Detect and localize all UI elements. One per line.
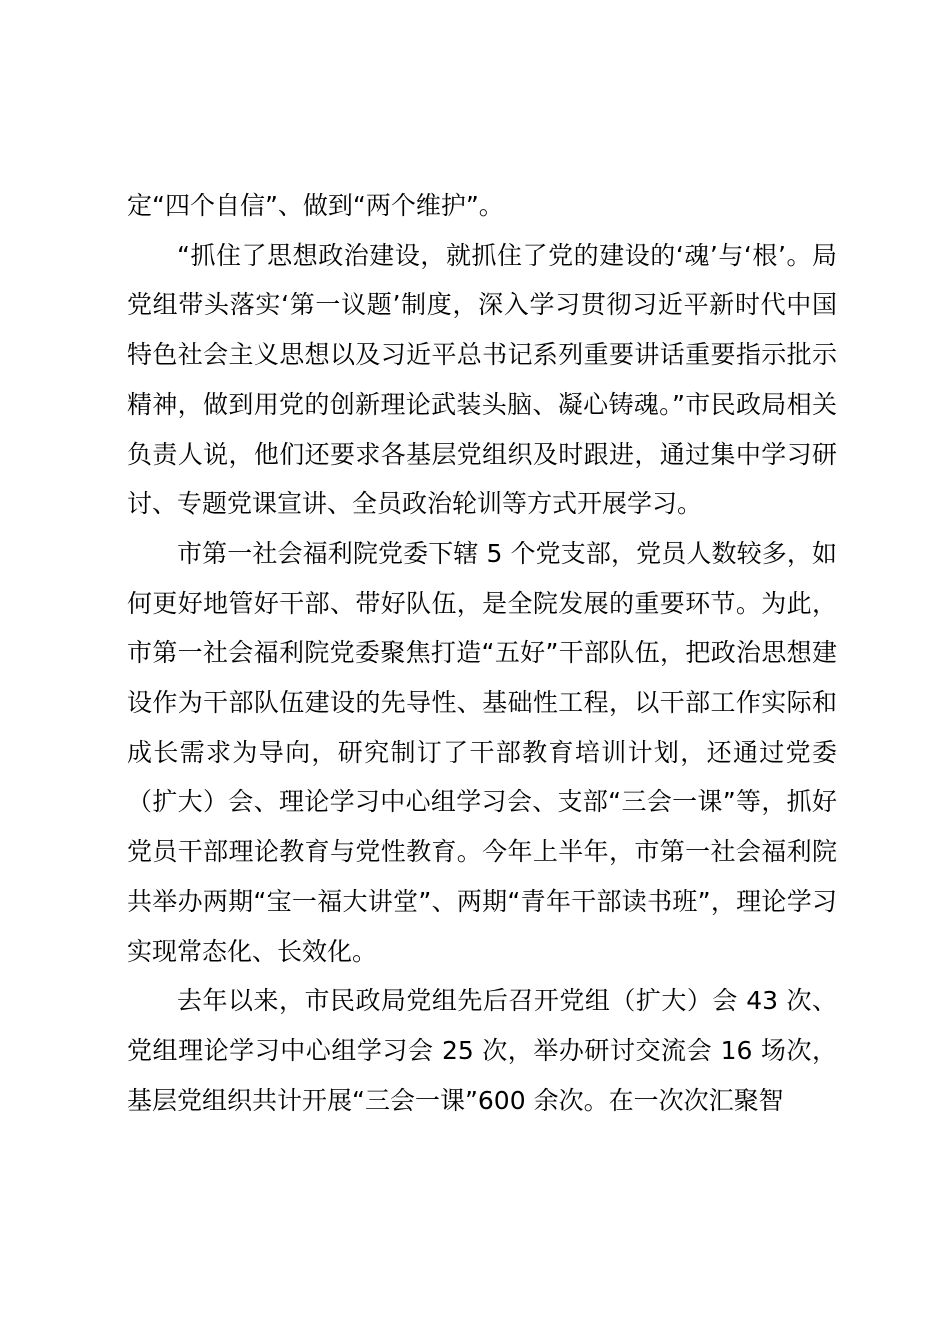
paragraph: 去年以来，市民政局党组先后召开党组（扩大）会 43 次、党组理论学习中心组学习会 25 次，举办研讨交流会 16 场次，基层党组织共计开展“三会一课”600 余次。在一次次汇聚智	[127, 986, 837, 1115]
paragraph-continuation: 定“四个自信”、做到“两个维护”。	[127, 191, 504, 220]
paragraph: “抓住了思想政治建设，就抓住了党的建设的‘魂’与‘根’。局党组带头落实‘第一议题’制度，深入学习贯彻习近平新时代中国特色社会主义思想以及习近平总书记系列重要讲话重要指示批示精神，做到用党的创新理论武装头脑、凝心铸魂。”市民政局相关负责人说，他们还要求各基层党组织及时跟进，通过集中学习研讨、专题党课宣讲、全员政治轮训等方式开展学习。	[127, 240, 837, 519]
paragraph: 市第一社会福利院党委下辖 5 个党支部，党员人数较多，如何更好地管好干部、带好队伍，是全院发展的重要环节。为此，市第一社会福利院党委聚焦打造“五好”干部队伍，把政治思想建设作为干部队伍建设的先导性、基础性工程，以干部工作实际和成长需求为导向，研究制订了干部教育培训计划，还通过党委（扩大）会、理论学习中心组学习会、支部“三会一课”等，抓好党员干部理论教育与党性教育。今年上半年，市第一社会福利院共举办两期“宝一福大讲堂”、两期“青年干部读书班”，理论学习实现常态化、长效化。	[127, 538, 837, 966]
document-body	[127, 181, 837, 1125]
